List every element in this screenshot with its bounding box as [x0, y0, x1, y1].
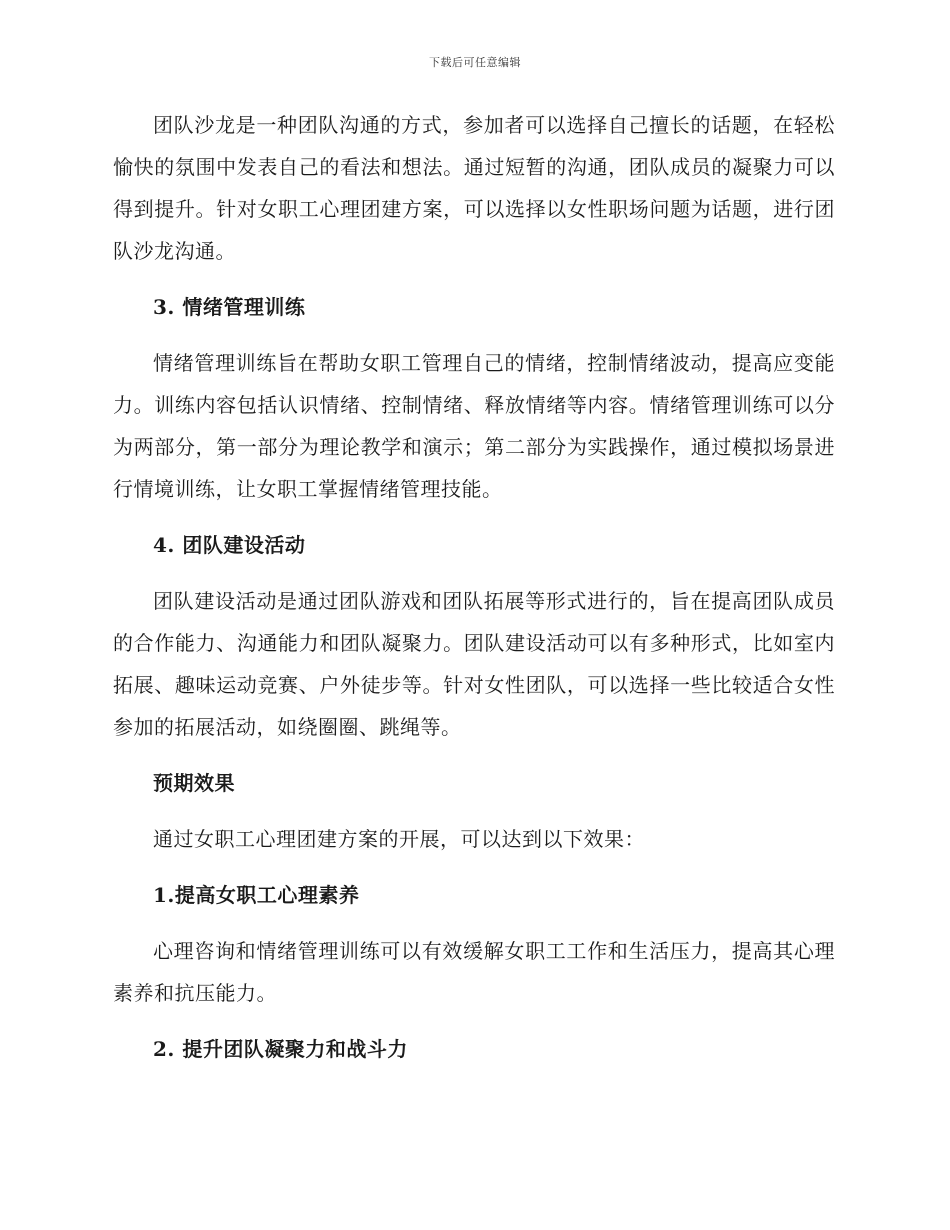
heading-emotion-training: 3. 情绪管理训练 — [153, 295, 306, 319]
heading-improve-psychology: 1.提高女职工心理素养 — [153, 883, 360, 907]
heading-expected-effects: 预期效果 — [153, 771, 235, 795]
document-body — [113, 104, 835, 1084]
paragraph-emotion-training: 情绪管理训练旨在帮助女职工管理自己的情绪，控制情绪波动，提高应变能力。训练内容包括认识情绪、控制情绪、释放情绪等内容。情绪管理训练可以分为两部分，第一部分为理论教学和演示；第二部分为实践操作，通过模拟场景进行情境训练，让女职工掌握情绪管理技能。 — [113, 351, 835, 501]
paragraph-expected-effects-intro: 通过女职工心理团建方案的开展，可以达到以下效果： — [153, 827, 645, 851]
paragraph-team-building: 团队建设活动是通过团队游戏和团队拓展等形式进行的，旨在提高团队成员的合作能力、沟通能力和团队凝聚力。团队建设活动可以有多种形式，比如室内拓展、趣味运动竞赛、户外徒步等。针对女性团队，可以选择一些比较适合女性参加的拓展活动，如绕圈圈、跳绳等。 — [113, 589, 835, 739]
heading-team-cohesion: 2. 提升团队凝聚力和战斗力 — [153, 1037, 408, 1061]
paragraph-team-salon: 团队沙龙是一种团队沟通的方式，参加者可以选择自己擅长的话题，在轻松愉快的氛围中发表自己的看法和想法。通过短暂的沟通，团队成员的凝聚力可以得到提升。针对女职工心理团建方案，可以选择以女性职场问题为话题，进行团队沙龙沟通。 — [113, 113, 835, 263]
paragraph-improve-psychology: 心理咨询和情绪管理训练可以有效缓解女职工工作和生活压力，提高其心理素养和抗压能力。 — [113, 939, 835, 1005]
page-header-note: 下载后可任意编辑 — [429, 56, 521, 69]
heading-team-building: 4. 团队建设活动 — [153, 533, 306, 557]
